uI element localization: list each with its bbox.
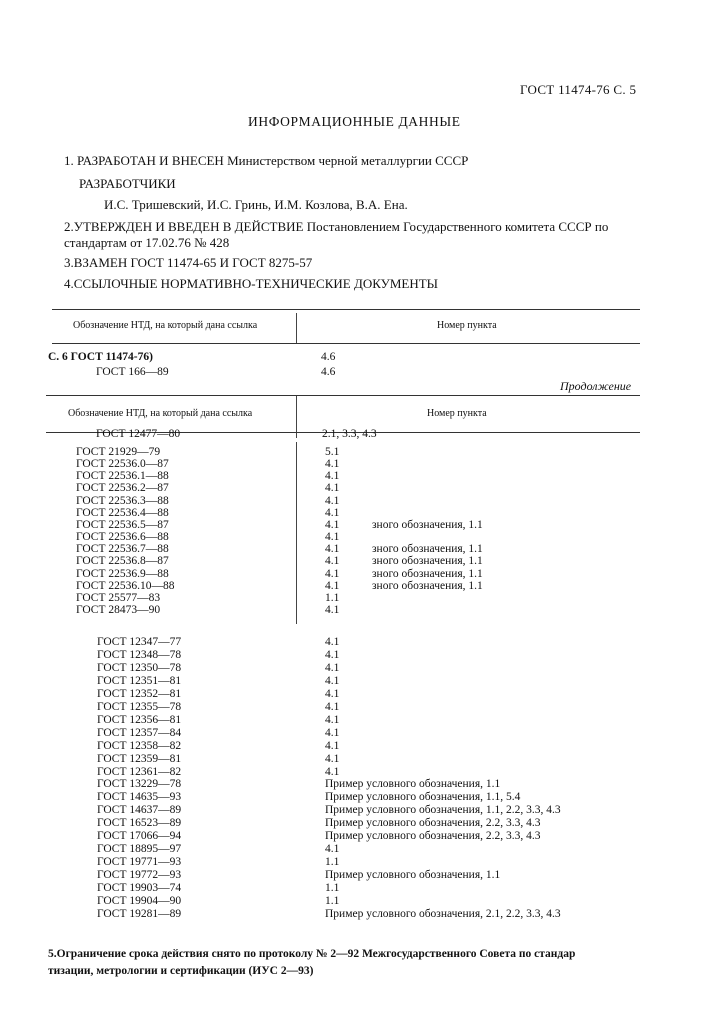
table-row: ГОСТ 12477—80 bbox=[96, 428, 181, 440]
table-row-item: 4.1 bbox=[325, 506, 340, 519]
page-header: ГОСТ 11474-76 С. 5 bbox=[520, 82, 637, 97]
table-row-note: зного обозначения, 1.1 bbox=[372, 579, 483, 592]
table-row: ГОСТ 12356—81 bbox=[97, 713, 182, 726]
table-row-item: 4.1 bbox=[325, 765, 340, 778]
developers-heading: РАЗРАБОТЧИКИ bbox=[79, 176, 176, 191]
table-row: ГОСТ 14635—93 bbox=[97, 791, 182, 804]
table-row: ГОСТ 22536.3—88 bbox=[76, 494, 169, 507]
page-title: ИНФОРМАЦИОННЫЕ ДАННЫЕ bbox=[248, 114, 461, 129]
table-row-note: зного обозначения, 1.1 bbox=[372, 567, 483, 580]
table-2-divider-body bbox=[296, 442, 297, 624]
table-row: ГОСТ 19771—93 bbox=[97, 856, 182, 869]
table-row-item: Пример условного обозначения, 1.1, 2.2, 3.3, 4.3 bbox=[325, 804, 561, 817]
table-1-top-rule bbox=[52, 309, 640, 310]
table-1-col1-header: Обозначение НТД, на который дана ссылка bbox=[73, 320, 258, 331]
table-row-item: 4.1 bbox=[325, 603, 340, 616]
table-row-item: 4.1 bbox=[325, 674, 340, 687]
table-row: ГОСТ 22536.4—88 bbox=[76, 506, 169, 519]
table-2-top-rule bbox=[46, 395, 640, 396]
table-row-item: 4.1 bbox=[325, 458, 340, 471]
table-row-item: Пример условного обозначения, 2.2, 3.3, 4.3 bbox=[325, 817, 541, 830]
table-row-item: Пример условного обозначения, 1.1 bbox=[325, 778, 501, 791]
table-row: ГОСТ 22536.9—88 bbox=[76, 567, 169, 580]
table-1-header-rule bbox=[52, 343, 640, 344]
table-row: ГОСТ 12347—77 bbox=[97, 636, 182, 648]
table-row-item: 4.1 bbox=[325, 567, 340, 580]
table-row: ГОСТ 19904—90 bbox=[97, 895, 182, 907]
table-row: ГОСТ 22536.1—88 bbox=[76, 470, 169, 483]
table-row: ГОСТ 19772—93 bbox=[97, 869, 182, 882]
table-row-item: 4.1 bbox=[325, 579, 340, 592]
table-row: ГОСТ 22536.2—87 bbox=[76, 482, 169, 495]
table-row-item: 4.1 bbox=[325, 636, 340, 648]
table-row-item: 4.1 bbox=[325, 661, 340, 674]
section-2-line-2: стандартам от 17.02.76 № 428 bbox=[64, 235, 230, 250]
section-5-line-2: тизации, метрологии и сертификации (ИУС 2—93) bbox=[48, 965, 314, 977]
continuation-label: Продолжение bbox=[560, 379, 632, 393]
table-row: ГОСТ 12355—78 bbox=[97, 700, 182, 713]
section-3: 3.ВЗАМЕН ГОСТ 11474-65 И ГОСТ 8275-57 bbox=[64, 255, 313, 270]
table-row-item: 4.1 bbox=[325, 543, 340, 556]
table-row: ГОСТ 18895—97 bbox=[97, 843, 182, 856]
table-row: ГОСТ 166—89 bbox=[96, 366, 169, 378]
table-row: ГОСТ 25577—83 bbox=[76, 591, 161, 604]
table-row: ГОСТ 12348—78 bbox=[97, 648, 182, 661]
table-row-item: Пример условного обозначения, 2.1, 2.2, 3.3, 4.3 bbox=[325, 907, 561, 920]
table-row: ГОСТ 22536.6—88 bbox=[76, 531, 169, 544]
table-row: ГОСТ 19903—74 bbox=[97, 882, 182, 895]
table-row: ГОСТ 21929—79 bbox=[76, 446, 161, 458]
section-2-line-1: 2.УТВЕРЖДЕН И ВВЕДЕН В ДЕЙСТВИЕ Постановлением Государственного комитета СССР по bbox=[64, 219, 609, 234]
section-5-line-1: 5.Ограничение срока действия снято по протоколу № 2—92 Межгосударственного Совета по стандар bbox=[48, 948, 576, 960]
table-row: ГОСТ 22536.0—87 bbox=[76, 458, 169, 471]
developers-list: И.С. Тришевский, И.С. Гринь, И.М. Козлова, В.А. Ена. bbox=[104, 197, 408, 212]
table-row: ГОСТ 14637—89 bbox=[97, 804, 182, 817]
table-row-item: 4.6 bbox=[321, 351, 336, 363]
table-row-item: 4.1 bbox=[325, 494, 340, 507]
table-row-item: 4.1 bbox=[325, 726, 340, 739]
table-row-item: 4.1 bbox=[325, 518, 340, 531]
table-row-item: 4.1 bbox=[325, 843, 340, 856]
table-row-item: 4.1 bbox=[325, 752, 340, 765]
table-row-note: зного обозначения, 1.1 bbox=[372, 518, 483, 531]
table-2-col2-header: Номер пункта bbox=[427, 408, 487, 419]
table-row: ГОСТ 12350—78 bbox=[97, 661, 182, 674]
table-row: ГОСТ 12358—82 bbox=[97, 739, 182, 752]
table-row-note: зного обозначения, 1.1 bbox=[372, 543, 483, 556]
table-row-item: Пример условного обозначения, 1.1, 5.4 bbox=[325, 791, 521, 804]
table-row-item: 1.1 bbox=[325, 895, 340, 907]
table-row-item: 4.6 bbox=[321, 366, 336, 378]
section-4: 4.ССЫЛОЧНЫЕ НОРМАТИВНО-ТЕХНИЧЕСКИЕ ДОКУМЕНТЫ bbox=[64, 276, 438, 291]
table-row-item: 4.1 bbox=[325, 555, 340, 568]
table-row-item: 5.1 bbox=[325, 446, 340, 458]
table-row: С. 6 ГОСТ 11474-76) bbox=[48, 351, 153, 363]
table-row-item: 4.1 bbox=[325, 739, 340, 752]
section-1-line: 1. РАЗРАБОТАН И ВНЕСЕН Министерством черной металлургии СССР bbox=[64, 153, 469, 168]
table-row-item: 4.1 bbox=[325, 687, 340, 700]
table-row: ГОСТ 13229—78 bbox=[97, 778, 182, 791]
cut-row bbox=[0, 428, 723, 443]
table-row-item: Пример условного обозначения, 1.1 bbox=[325, 869, 501, 882]
table-row: ГОСТ 22536.10—88 bbox=[76, 579, 175, 592]
table-1-col2-header: Номер пункта bbox=[437, 320, 497, 331]
table-row-item: Пример условного обозначения, 2.2, 3.3, 4.3 bbox=[325, 830, 541, 843]
table-row: ГОСТ 22536.5—87 bbox=[76, 518, 169, 531]
table-row-item: 4.1 bbox=[325, 482, 340, 495]
table-row-item: 4.1 bbox=[325, 470, 340, 483]
table-row: ГОСТ 12352—81 bbox=[97, 687, 182, 700]
table-2-col1-header: Обозначение НТД, на который дана ссылка bbox=[68, 408, 253, 419]
table-row: ГОСТ 16523—89 bbox=[97, 817, 182, 830]
table-row-item: 4.1 bbox=[325, 531, 340, 544]
table-row-item: 4.1 bbox=[325, 713, 340, 726]
table-1-divider bbox=[296, 313, 297, 343]
table-row: ГОСТ 22536.7—88 bbox=[76, 543, 169, 556]
table-row-item: 4.1 bbox=[325, 700, 340, 713]
table-row: ГОСТ 22536.8—87 bbox=[76, 555, 169, 568]
table-row: ГОСТ 12359—81 bbox=[97, 752, 182, 765]
table-row: ГОСТ 12361—82 bbox=[97, 765, 182, 778]
table-row: ГОСТ 19281—89 bbox=[97, 907, 182, 920]
table-row: ГОСТ 12351—81 bbox=[97, 674, 182, 687]
table-row-item: 1.1 bbox=[325, 882, 340, 895]
table-row: ГОСТ 17066—94 bbox=[97, 830, 182, 843]
table-row-item: 4.1 bbox=[325, 648, 340, 661]
table-row: ГОСТ 12357—84 bbox=[97, 726, 182, 739]
table-row: ГОСТ 28473—90 bbox=[76, 603, 161, 616]
table-row-item: 2.1, 3.3, 4.3 bbox=[322, 428, 377, 440]
table-row-item: 1.1 bbox=[325, 856, 340, 869]
table-row-item: 1.1 bbox=[325, 591, 340, 604]
table-row-note: зного обозначения, 1.1 bbox=[372, 555, 483, 568]
